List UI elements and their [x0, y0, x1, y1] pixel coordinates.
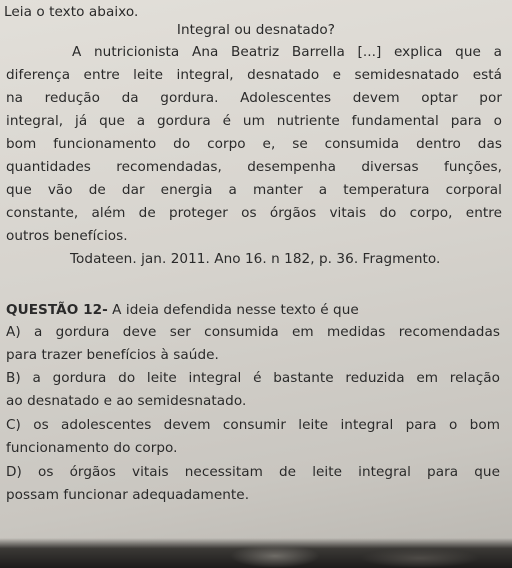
- text-line-8: constante, além de proteger os órgãos vitais do corpo, entre: [6, 205, 502, 221]
- text-line-3: na redução da gordura. Adolescentes devem optar por: [6, 90, 502, 106]
- option-d-line-2: possam funcionar adequadamente.: [6, 487, 250, 503]
- text-line-6: quantidades recomendadas, desempenha diversas funções,: [6, 159, 502, 175]
- photo-edge-shadow: [0, 538, 512, 568]
- option-b-line-2: ao desnatado e ao semidesnatado.: [6, 393, 247, 409]
- text-line-7: que vão de dar energia a manter a temperatura corporal: [6, 182, 502, 198]
- text-line-5: bom funcionamento do corpo e, se consumida dentro das: [6, 136, 502, 152]
- text-line-9: outros benefícios.: [6, 228, 128, 244]
- option-c-line-2: funcionamento do corpo.: [6, 440, 178, 456]
- option-b-line-1: B) a gordura do leite integral é bastante reduzida em relação: [6, 370, 500, 386]
- instruction: Leia o texto abaixo.: [4, 4, 139, 20]
- text-line-4: integral, já que a gordura é um nutriente fundamental para o: [6, 113, 502, 129]
- question-label: QUESTÃO 12-: [6, 302, 108, 318]
- option-a-line-1: A) a gordura deve ser consumida em medidas recomendadas: [6, 324, 500, 340]
- question-stem: A ideia defendida nesse texto é que: [107, 302, 359, 318]
- text-line-1: A nutricionista Ana Beatriz Barrella [...] explica que a: [72, 44, 502, 60]
- text-source: Todateen. jan. 2011. Ano 16. n 182, p. 36. Fragmento.: [70, 251, 441, 267]
- text-line-2: diferença entre leite integral, desnatado e semidesnatado está: [6, 67, 502, 83]
- option-a-line-2: para trazer benefícios à saúde.: [6, 347, 219, 363]
- text-title: Integral ou desnatado?: [176, 22, 336, 38]
- option-c-line-1: C) os adolescentes devem consumir leite integral para o bom: [6, 417, 500, 433]
- question-header: [6, 300, 359, 320]
- option-d-line-1: D) os órgãos vitais necessitam de leite integral para que: [6, 464, 500, 480]
